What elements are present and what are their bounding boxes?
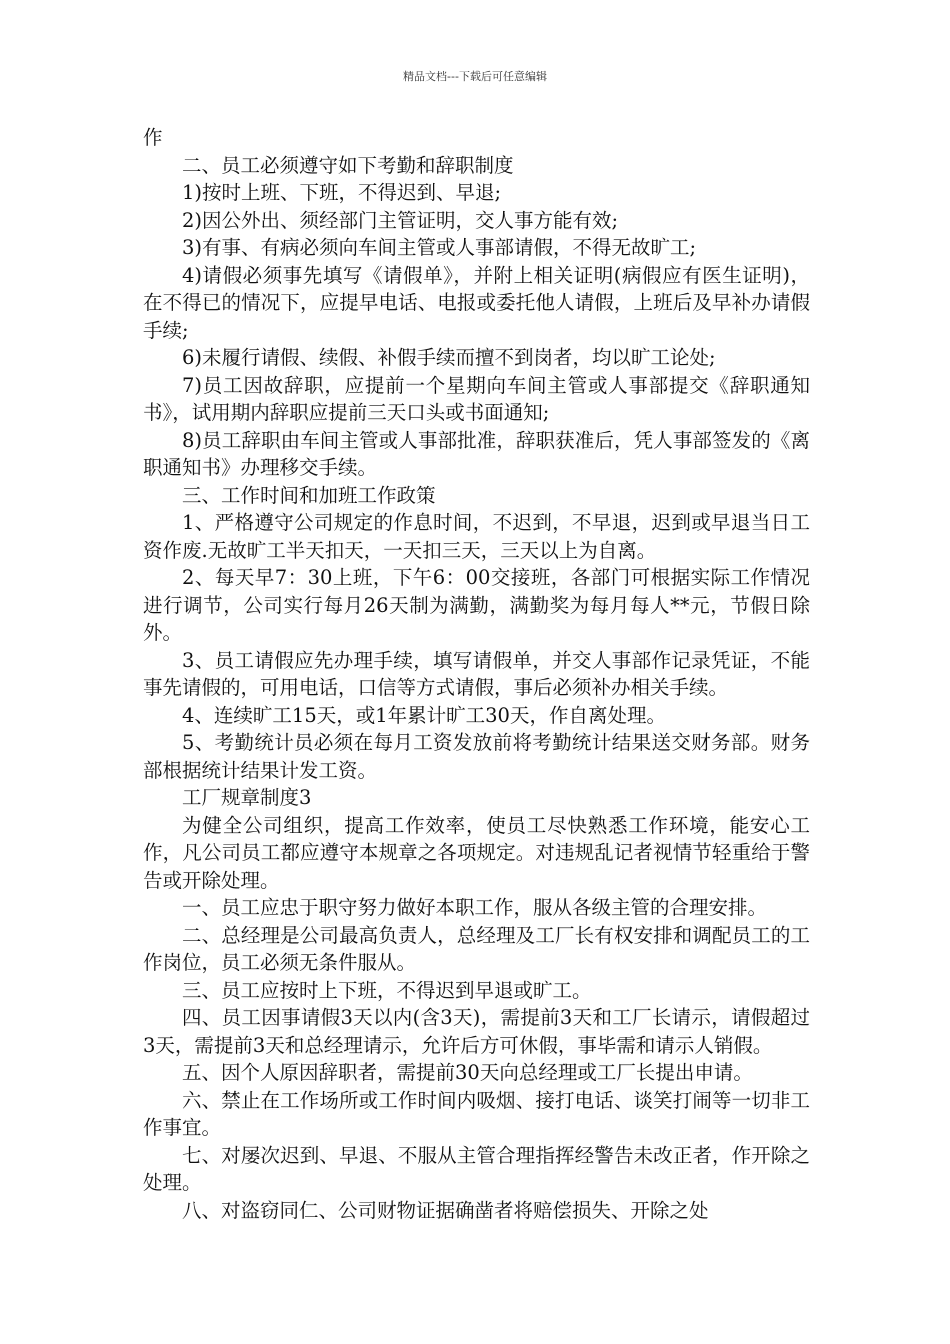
paragraph: 3)有事、有病必须向车间主管或人事部请假，不得无故旷工; [182,236,697,259]
paragraph: 为健全公司组织，提高工作效率，使员工尽快熟悉工作环境，能安心工作，凡公司员工都应遵守本规章之各项规定。对违规乱记者视情节轻重给于警告或开除处理。 [143,813,810,892]
paragraph: 8)员工辞职由车间主管或人事部批准，辞职获准后，凭人事部签发的《离职通知书》办理移交手续。 [143,428,810,479]
paragraph: 四、员工因事请假3天以内(含3天)，需提前3天和工厂长请示，请假超过3天，需提前3天和总经理请示，允许后方可休假，事毕需和请示人销假。 [143,1006,810,1057]
paragraph: 二、员工必须遵守如下考勤和辞职制度 [182,153,514,177]
paragraph: 八、对盗窃同仁、公司财物证据确凿者将赔偿损失、开除之处 [182,1198,709,1222]
paragraph: 七、对屡次迟到、早退、不服从主管合理指挥经警告未改正者，作开除之处理。 [143,1143,810,1194]
paragraph: 2、每天早7：30上班，下午6：00交接班，各部门可根据实际工作情况进行调节，公司实行每月26天制为满勤，满勤奖为每月每人**元，节假日除外。 [143,566,810,644]
paragraph: 作 [143,126,163,149]
paragraph: 二、总经理是公司最高负责人，总经理及工厂长有权安排和调配员工的工作岗位，员工必须无条件服从。 [143,923,810,974]
paragraph: 五、因个人原因辞职者，需提前30天向总经理或工厂长提出申请。 [182,1061,753,1084]
paragraph: 2)因公外出、须经部门主管证明，交人事方能有效; [182,208,619,232]
paragraph: 工厂规章制度3 [182,786,312,809]
paragraph: 4)请假必须事先填写《请假单》，并附上相关证明(病假应有医生证明)，在不得已的情况下，应提早电话、电报或委托他人请假，上班后及早补办请假手续; [143,263,810,342]
paragraph: 三、员工应按时上下班，不得迟到早退或旷工。 [182,978,592,1002]
paragraph: 六、禁止在工作场所或工作时间内吸烟、接打电话、谈笑打闹等一切非工作事宜。 [143,1088,810,1139]
paragraph: 3、员工请假应先办理手续，填写请假单，并交人事部作记录凭证，不能事先请假的，可用电话，口信等方式请假，事后必须补办相关手续。 [143,648,810,699]
document-body [143,124,810,1224]
paragraph: 6)未履行请假、续假、补假手续而擅不到岗者，均以旷工论处; [182,346,716,369]
page-header: 精品文档---下载后可任意编辑 [403,70,547,83]
paragraph: 一、员工应忠于职守努力做好本职工作，服从各级主管的合理安排。 [182,896,768,919]
paragraph: 1)按时上班、下班，不得迟到、早退; [182,181,502,204]
paragraph: 5、考勤统计员必须在每月工资发放前将考勤统计结果送交财务部。财务部根据统计结果计发工资。 [143,731,810,782]
paragraph: 三、工作时间和加班工作政策 [182,483,436,507]
paragraph: 1、严格遵守公司规定的作息时间，不迟到，不早退，迟到或早退当日工资作废.无故旷工半天扣天，一天扣三天，三天以上为自离。 [143,511,810,562]
paragraph: 7)员工因故辞职，应提前一个星期向车间主管或人事部提交《辞职通知书》，试用期内辞职应提前三天口头或书面通知; [143,373,810,424]
paragraph: 4、连续旷工15天，或1年累计旷工30天，作自离处理。 [182,703,666,727]
